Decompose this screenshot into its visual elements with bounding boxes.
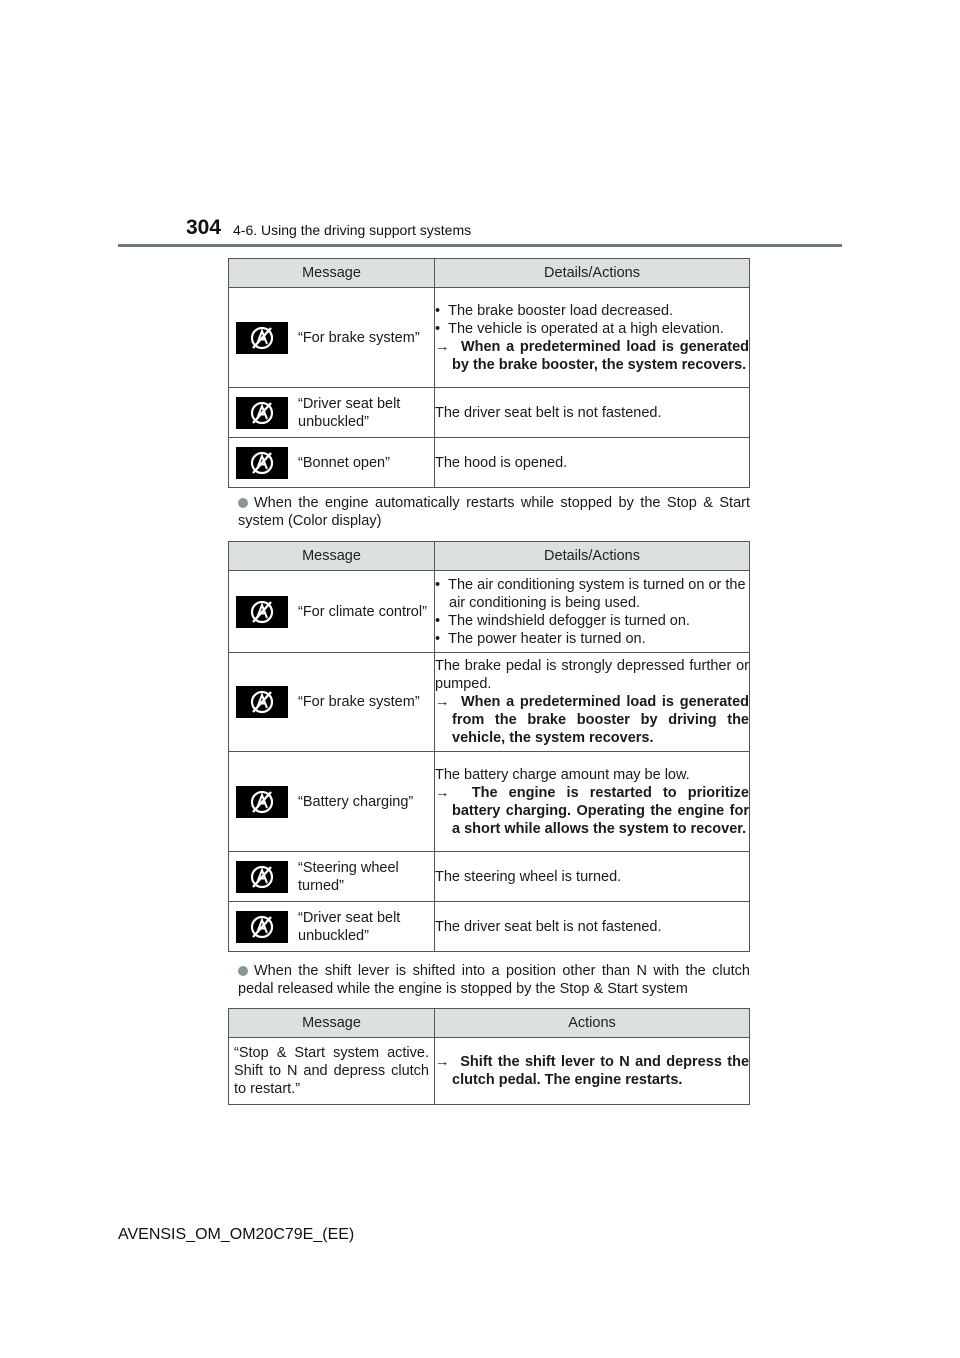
- details-cell: [435, 752, 750, 852]
- action-text: → When a predetermined load is generated by the brake booster, the system recovers.: [435, 338, 750, 373]
- message-cell: [229, 388, 435, 438]
- column-header-actions: Actions: [435, 1009, 750, 1038]
- stop-start-off-icon: [236, 686, 288, 718]
- bullet-item: • The brake booster load decreased.: [435, 302, 674, 319]
- details-text: The hood is opened.: [435, 454, 568, 471]
- bullet-paragraph: [238, 962, 750, 998]
- message-table-3: [228, 1008, 750, 1105]
- message-cell: [229, 902, 435, 952]
- message-cell: [229, 653, 435, 752]
- column-header-message: Message: [229, 542, 435, 571]
- details-text: The driver seat belt is not fastened.: [435, 404, 662, 421]
- column-header-details: Details/Actions: [435, 259, 750, 288]
- document-footer: AVENSIS_OM_OM20C79E_(EE): [118, 1226, 355, 1243]
- table-row: [229, 288, 750, 388]
- details-text: The steering wheel is turned.: [435, 868, 622, 885]
- bullet-item: • The power heater is turned on.: [435, 630, 646, 647]
- details-cell: [435, 1038, 750, 1105]
- bullet-paragraph: [238, 494, 750, 530]
- table-row: [229, 388, 750, 438]
- page-number: 304: [186, 216, 222, 239]
- message-text: “Bonnet open”: [298, 454, 390, 471]
- stop-start-off-icon: [236, 786, 288, 818]
- message-cell: [229, 288, 435, 388]
- details-cell: [435, 288, 750, 388]
- details-cell: [435, 852, 750, 902]
- details-text: The driver seat belt is not fastened.: [435, 918, 662, 935]
- message-text: “For climate control”: [298, 603, 427, 620]
- stop-start-off-icon: [236, 861, 288, 893]
- paragraph-text: When the engine automatically restarts while stopped by the Stop & Start system (Color display): [238, 495, 750, 529]
- message-text: “Stop & Start system active. Shift to N and depress clutch to restart.”: [234, 1045, 429, 1097]
- section-title: 4-6. Using the driving support systems: [233, 222, 472, 238]
- message-cell: [229, 571, 435, 653]
- bullet-item: • The vehicle is operated at a high elevation.: [435, 320, 724, 337]
- table-row: [229, 438, 750, 488]
- details-text: The brake pedal is strongly depressed further or pumped.: [435, 658, 749, 692]
- message-cell: [229, 752, 435, 852]
- bullet-item: • The windshield defogger is turned on.: [435, 612, 690, 629]
- stop-start-off-icon: [236, 911, 288, 943]
- stop-start-off-icon: [236, 447, 288, 479]
- table-row: [229, 571, 750, 653]
- table-row: [229, 902, 750, 952]
- bullet-item: • The air conditioning system is turned on or the air conditioning is being used.: [435, 576, 746, 611]
- message-text: “Battery charging”: [298, 793, 414, 810]
- table-header-row: [229, 259, 750, 288]
- stop-start-off-icon: [236, 322, 288, 354]
- action-text: → The engine is restarted to prioritize battery charging. Operating the engine for a short while allows the system to recover.: [435, 784, 749, 837]
- message-cell: [229, 438, 435, 488]
- message-text: “Driver seat belt unbuckled”: [298, 909, 401, 944]
- message-text: “Steering wheel turned”: [298, 859, 399, 894]
- action-text: → Shift the shift lever to N and depress the clutch pedal. The engine restarts.: [435, 1054, 750, 1088]
- message-text: “For brake system”: [298, 329, 420, 346]
- header-rule: [118, 244, 842, 247]
- message-table-1: [228, 258, 750, 488]
- bullet-dot-icon: [238, 966, 248, 976]
- bullet-dot-icon: [238, 498, 248, 508]
- message-text: “For brake system”: [298, 694, 420, 710]
- column-header-message: Message: [229, 1009, 435, 1038]
- table-row: [229, 852, 750, 902]
- table-header-row: [229, 1009, 750, 1038]
- message-table-2: [228, 541, 750, 952]
- action-text: → When a predetermined load is generated from the brake booster by driving the vehicle, the system recovers.: [435, 694, 750, 746]
- column-header-details: Details/Actions: [435, 542, 750, 571]
- details-cell: [435, 571, 750, 653]
- paragraph-text: When the shift lever is shifted into a position other than N with the clutch pedal released while the engine is stopped by the Stop & Start system: [238, 963, 750, 997]
- column-header-message: Message: [229, 259, 435, 288]
- table-row: [229, 752, 750, 852]
- table-row: [229, 1038, 750, 1105]
- details-cell: [435, 388, 750, 438]
- details-text: The battery charge amount may be low.: [435, 766, 690, 783]
- details-cell: [435, 902, 750, 952]
- message-cell: [229, 1038, 435, 1105]
- details-cell: [435, 653, 750, 752]
- message-cell: [229, 852, 435, 902]
- stop-start-off-icon: [236, 596, 288, 628]
- table-header-row: [229, 542, 750, 571]
- details-cell: [435, 438, 750, 488]
- message-text: “Driver seat belt unbuckled”: [298, 395, 401, 430]
- stop-start-off-icon: [236, 397, 288, 429]
- table-row: [229, 653, 750, 752]
